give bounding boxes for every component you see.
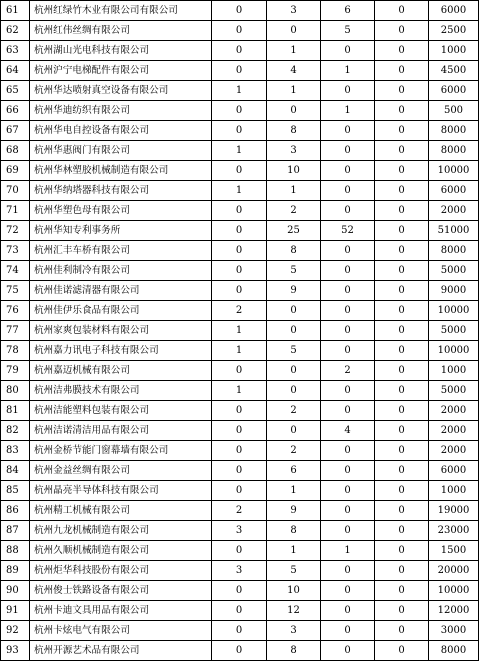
row-number-cell: 92	[1, 621, 30, 641]
count-cell-1: 0	[212, 541, 267, 561]
amount-cell: 10000	[429, 581, 479, 601]
count-cell-2: 3	[267, 621, 321, 641]
amount-cell: 6000	[429, 181, 479, 201]
table-row	[1, 561, 479, 581]
count-cell-1: 0	[212, 161, 267, 181]
table-row	[1, 601, 479, 621]
count-cell-4: 0	[375, 241, 429, 261]
count-cell-2: 5	[267, 341, 321, 361]
company-name-cell: 杭州华迪纺织有限公司	[30, 101, 212, 121]
count-cell-1: 0	[212, 581, 267, 601]
count-cell-1: 0	[212, 641, 267, 661]
count-cell-2: 0	[267, 321, 321, 341]
count-cell-3: 0	[321, 341, 375, 361]
amount-cell: 5000	[429, 261, 479, 281]
company-name-cell: 杭州金益丝绸有限公司	[30, 461, 212, 481]
count-cell-3: 0	[321, 141, 375, 161]
amount-cell: 10000	[429, 161, 479, 181]
amount-cell: 2000	[429, 441, 479, 461]
row-number-cell: 87	[1, 521, 30, 541]
count-cell-4: 0	[375, 361, 429, 381]
company-name-cell: 杭州洁弗膜技术有限公司	[30, 381, 212, 401]
count-cell-2: 8	[267, 121, 321, 141]
count-cell-4: 0	[375, 61, 429, 81]
table-row	[1, 181, 479, 201]
count-cell-4: 0	[375, 181, 429, 201]
row-number-cell: 73	[1, 241, 30, 261]
row-number-cell: 77	[1, 321, 30, 341]
count-cell-3: 1	[321, 541, 375, 561]
count-cell-3: 0	[321, 81, 375, 101]
count-cell-3: 0	[321, 461, 375, 481]
row-number-cell: 72	[1, 221, 30, 241]
row-number-cell: 90	[1, 581, 30, 601]
count-cell-1: 0	[212, 361, 267, 381]
count-cell-2: 0	[267, 361, 321, 381]
count-cell-3: 0	[321, 621, 375, 641]
count-cell-3: 0	[321, 281, 375, 301]
count-cell-4: 0	[375, 141, 429, 161]
count-cell-3: 0	[321, 641, 375, 661]
company-name-cell: 杭州炬华科技股份有限公司	[30, 561, 212, 581]
count-cell-4: 0	[375, 101, 429, 121]
count-cell-1: 0	[212, 61, 267, 81]
count-cell-1: 0	[212, 261, 267, 281]
row-number-cell: 79	[1, 361, 30, 381]
count-cell-1: 0	[212, 621, 267, 641]
count-cell-3: 0	[321, 241, 375, 261]
count-cell-3: 0	[321, 261, 375, 281]
count-cell-4: 0	[375, 301, 429, 321]
count-cell-2: 6	[267, 461, 321, 481]
count-cell-4: 0	[375, 441, 429, 461]
count-cell-1: 0	[212, 221, 267, 241]
count-cell-1: 0	[212, 421, 267, 441]
count-cell-3: 0	[321, 381, 375, 401]
company-name-cell: 杭州湖山光电科技有限公司	[30, 41, 212, 61]
company-name-cell: 杭州汇丰车桥有限公司	[30, 241, 212, 261]
amount-cell: 2500	[429, 21, 479, 41]
amount-cell: 6000	[429, 81, 479, 101]
row-number-cell: 82	[1, 421, 30, 441]
row-number-cell: 78	[1, 341, 30, 361]
row-number-cell: 67	[1, 121, 30, 141]
count-cell-4: 0	[375, 481, 429, 501]
count-cell-3: 0	[321, 481, 375, 501]
company-name-cell: 杭州开源艺术品有限公司	[30, 641, 212, 661]
company-name-cell: 杭州卡炫电气有限公司	[30, 621, 212, 641]
count-cell-2: 12	[267, 601, 321, 621]
count-cell-4: 0	[375, 121, 429, 141]
company-name-cell: 杭州佳利制冷有限公司	[30, 261, 212, 281]
count-cell-4: 0	[375, 501, 429, 521]
company-name-cell: 杭州红伟丝绸有限公司	[30, 21, 212, 41]
count-cell-4: 0	[375, 221, 429, 241]
amount-cell: 5000	[429, 321, 479, 341]
amount-cell: 8000	[429, 641, 479, 661]
count-cell-2: 1	[267, 541, 321, 561]
table-row	[1, 521, 479, 541]
count-cell-3: 0	[321, 201, 375, 221]
table-row	[1, 241, 479, 261]
row-number-cell: 63	[1, 41, 30, 61]
amount-cell: 19000	[429, 501, 479, 521]
count-cell-1: 0	[212, 461, 267, 481]
table-row	[1, 281, 479, 301]
count-cell-1: 0	[212, 601, 267, 621]
count-cell-3: 0	[321, 581, 375, 601]
count-cell-3: 0	[321, 501, 375, 521]
count-cell-2: 2	[267, 401, 321, 421]
amount-cell: 1000	[429, 41, 479, 61]
row-number-cell: 74	[1, 261, 30, 281]
count-cell-1: 0	[212, 481, 267, 501]
count-cell-1: 0	[212, 101, 267, 121]
table-row	[1, 201, 479, 221]
count-cell-1: 1	[212, 141, 267, 161]
row-number-cell: 85	[1, 481, 30, 501]
amount-cell: 6000	[429, 1, 479, 21]
count-cell-1: 3	[212, 521, 267, 541]
count-cell-3: 0	[321, 561, 375, 581]
amount-cell: 2000	[429, 201, 479, 221]
table-row	[1, 541, 479, 561]
company-name-cell: 杭州晶亮半导体科技有限公司	[30, 481, 212, 501]
table-row	[1, 101, 479, 121]
row-number-cell: 68	[1, 141, 30, 161]
count-cell-3: 6	[321, 1, 375, 21]
table-row	[1, 621, 479, 641]
amount-cell: 8000	[429, 121, 479, 141]
count-cell-4: 0	[375, 201, 429, 221]
count-cell-4: 0	[375, 161, 429, 181]
count-cell-4: 0	[375, 341, 429, 361]
count-cell-1: 1	[212, 81, 267, 101]
row-number-cell: 76	[1, 301, 30, 321]
count-cell-4: 0	[375, 461, 429, 481]
amount-cell: 51000	[429, 221, 479, 241]
count-cell-3: 0	[321, 601, 375, 621]
company-name-cell: 杭州华达喷射真空设备有限公司	[30, 81, 212, 101]
count-cell-1: 0	[212, 401, 267, 421]
count-cell-1: 0	[212, 241, 267, 261]
count-cell-2: 8	[267, 241, 321, 261]
count-cell-3: 4	[321, 421, 375, 441]
count-cell-3: 0	[321, 521, 375, 541]
count-cell-3: 0	[321, 401, 375, 421]
count-cell-3: 52	[321, 221, 375, 241]
company-name-cell: 杭州洁能塑料包装有限公司	[30, 401, 212, 421]
row-number-cell: 66	[1, 101, 30, 121]
count-cell-4: 0	[375, 601, 429, 621]
count-cell-3: 0	[321, 161, 375, 181]
row-number-cell: 70	[1, 181, 30, 201]
count-cell-2: 3	[267, 141, 321, 161]
count-cell-2: 9	[267, 501, 321, 521]
count-cell-1: 2	[212, 501, 267, 521]
table-row	[1, 141, 479, 161]
company-name-cell: 杭州华惠阀门有限公司	[30, 141, 212, 161]
count-cell-1: 3	[212, 561, 267, 581]
table-row	[1, 461, 479, 481]
count-cell-2: 5	[267, 261, 321, 281]
count-cell-4: 0	[375, 321, 429, 341]
amount-cell: 1500	[429, 541, 479, 561]
table-row	[1, 641, 479, 661]
row-number-cell: 88	[1, 541, 30, 561]
table-row	[1, 321, 479, 341]
table-row	[1, 401, 479, 421]
row-number-cell: 62	[1, 21, 30, 41]
count-cell-1: 2	[212, 301, 267, 321]
count-cell-4: 0	[375, 281, 429, 301]
row-number-cell: 75	[1, 281, 30, 301]
company-name-cell: 杭州华林塑胶机械制造有限公司	[30, 161, 212, 181]
company-name-cell: 杭州华塑色母有限公司	[30, 201, 212, 221]
table-row	[1, 441, 479, 461]
company-name-cell: 杭州金桥节能门窗幕墙有限公司	[30, 441, 212, 461]
row-number-cell: 91	[1, 601, 30, 621]
company-name-cell: 杭州精工机械有限公司	[30, 501, 212, 521]
count-cell-1: 0	[212, 121, 267, 141]
count-cell-4: 0	[375, 401, 429, 421]
amount-cell: 10000	[429, 341, 479, 361]
table-row	[1, 21, 479, 41]
count-cell-3: 0	[321, 301, 375, 321]
count-cell-2: 2	[267, 201, 321, 221]
amount-cell: 2000	[429, 421, 479, 441]
count-cell-4: 0	[375, 261, 429, 281]
count-cell-4: 0	[375, 521, 429, 541]
count-cell-3: 2	[321, 361, 375, 381]
count-cell-2: 0	[267, 301, 321, 321]
count-cell-4: 0	[375, 421, 429, 441]
company-name-cell: 杭州嘉迈机械有限公司	[30, 361, 212, 381]
row-number-cell: 65	[1, 81, 30, 101]
company-name-cell: 杭州华电自控设备有限公司	[30, 121, 212, 141]
count-cell-2: 4	[267, 61, 321, 81]
table-row	[1, 361, 479, 381]
row-number-cell: 84	[1, 461, 30, 481]
amount-cell: 1000	[429, 361, 479, 381]
count-cell-1: 0	[212, 281, 267, 301]
row-number-cell: 93	[1, 641, 30, 661]
count-cell-3: 0	[321, 181, 375, 201]
table-row	[1, 481, 479, 501]
count-cell-2: 0	[267, 381, 321, 401]
row-number-cell: 64	[1, 61, 30, 81]
count-cell-1: 1	[212, 321, 267, 341]
count-cell-2: 1	[267, 81, 321, 101]
count-cell-1: 1	[212, 341, 267, 361]
amount-cell: 8000	[429, 141, 479, 161]
amount-cell: 8000	[429, 241, 479, 261]
company-name-cell: 杭州俊士铁路设备有限公司	[30, 581, 212, 601]
count-cell-2: 0	[267, 21, 321, 41]
count-cell-1: 0	[212, 201, 267, 221]
table-row	[1, 301, 479, 321]
company-name-cell: 杭州嘉力讯电子科技有限公司	[30, 341, 212, 361]
count-cell-2: 1	[267, 181, 321, 201]
table-row	[1, 261, 479, 281]
count-cell-2: 0	[267, 101, 321, 121]
count-cell-3: 5	[321, 21, 375, 41]
row-number-cell: 86	[1, 501, 30, 521]
table-row	[1, 61, 479, 81]
count-cell-1: 1	[212, 381, 267, 401]
count-cell-4: 0	[375, 1, 429, 21]
amount-cell: 10000	[429, 301, 479, 321]
company-name-cell: 杭州洁诺清洁用品有限公司	[30, 421, 212, 441]
row-number-cell: 89	[1, 561, 30, 581]
count-cell-2: 5	[267, 561, 321, 581]
company-name-cell: 杭州佳伊乐食品有限公司	[30, 301, 212, 321]
company-name-cell: 杭州久顺机械制造有限公司	[30, 541, 212, 561]
amount-cell: 4500	[429, 61, 479, 81]
count-cell-3: 0	[321, 321, 375, 341]
count-cell-2: 8	[267, 521, 321, 541]
count-cell-4: 0	[375, 581, 429, 601]
count-cell-4: 0	[375, 561, 429, 581]
count-cell-3: 0	[321, 121, 375, 141]
row-number-cell: 81	[1, 401, 30, 421]
count-cell-4: 0	[375, 81, 429, 101]
company-name-cell: 杭州九龙机械制造有限公司	[30, 521, 212, 541]
count-cell-2: 25	[267, 221, 321, 241]
count-cell-4: 0	[375, 381, 429, 401]
table-row	[1, 221, 479, 241]
count-cell-3: 0	[321, 441, 375, 461]
row-number-cell: 69	[1, 161, 30, 181]
amount-cell: 500	[429, 101, 479, 121]
company-name-cell: 杭州华纳塔器科技有限公司	[30, 181, 212, 201]
table-row	[1, 121, 479, 141]
row-number-cell: 83	[1, 441, 30, 461]
amount-cell: 9000	[429, 281, 479, 301]
count-cell-2: 0	[267, 421, 321, 441]
count-cell-2: 2	[267, 441, 321, 461]
row-number-cell: 61	[1, 1, 30, 21]
count-cell-2: 3	[267, 1, 321, 21]
table-row	[1, 381, 479, 401]
company-name-cell: 杭州佳诺滤清器有限公司	[30, 281, 212, 301]
amount-cell: 1000	[429, 481, 479, 501]
count-cell-4: 0	[375, 21, 429, 41]
company-name-cell: 杭州卡迪文具用品有限公司	[30, 601, 212, 621]
company-name-cell: 杭州红绿竹木业有限公司有限公司	[30, 1, 212, 21]
table-row	[1, 161, 479, 181]
amount-cell: 6000	[429, 461, 479, 481]
count-cell-4: 0	[375, 641, 429, 661]
table-row	[1, 341, 479, 361]
count-cell-3: 1	[321, 101, 375, 121]
count-cell-3: 0	[321, 41, 375, 61]
company-name-cell: 杭州家爽包装材料有限公司	[30, 321, 212, 341]
count-cell-4: 0	[375, 541, 429, 561]
count-cell-2: 1	[267, 41, 321, 61]
count-cell-2: 1	[267, 481, 321, 501]
count-cell-3: 1	[321, 61, 375, 81]
count-cell-2: 8	[267, 641, 321, 661]
row-number-cell: 71	[1, 201, 30, 221]
company-name-cell: 杭州华知专利事务所	[30, 221, 212, 241]
amount-cell: 3000	[429, 621, 479, 641]
table-row	[1, 41, 479, 61]
count-cell-4: 0	[375, 621, 429, 641]
count-cell-1: 0	[212, 441, 267, 461]
table-row	[1, 581, 479, 601]
table-body	[1, 1, 479, 661]
count-cell-1: 1	[212, 181, 267, 201]
count-cell-2: 9	[267, 281, 321, 301]
amount-cell: 12000	[429, 601, 479, 621]
count-cell-4: 0	[375, 41, 429, 61]
table-row	[1, 81, 479, 101]
amount-cell: 5000	[429, 381, 479, 401]
row-number-cell: 80	[1, 381, 30, 401]
count-cell-1: 0	[212, 41, 267, 61]
count-cell-2: 10	[267, 161, 321, 181]
table-row	[1, 1, 479, 21]
amount-cell: 2000	[429, 401, 479, 421]
table-row	[1, 421, 479, 441]
table-row	[1, 501, 479, 521]
company-name-cell: 杭州沪宁电梯配件有限公司	[30, 61, 212, 81]
amount-cell: 23000	[429, 521, 479, 541]
count-cell-2: 10	[267, 581, 321, 601]
amount-cell: 20000	[429, 561, 479, 581]
count-cell-1: 0	[212, 21, 267, 41]
count-cell-1: 0	[212, 1, 267, 21]
